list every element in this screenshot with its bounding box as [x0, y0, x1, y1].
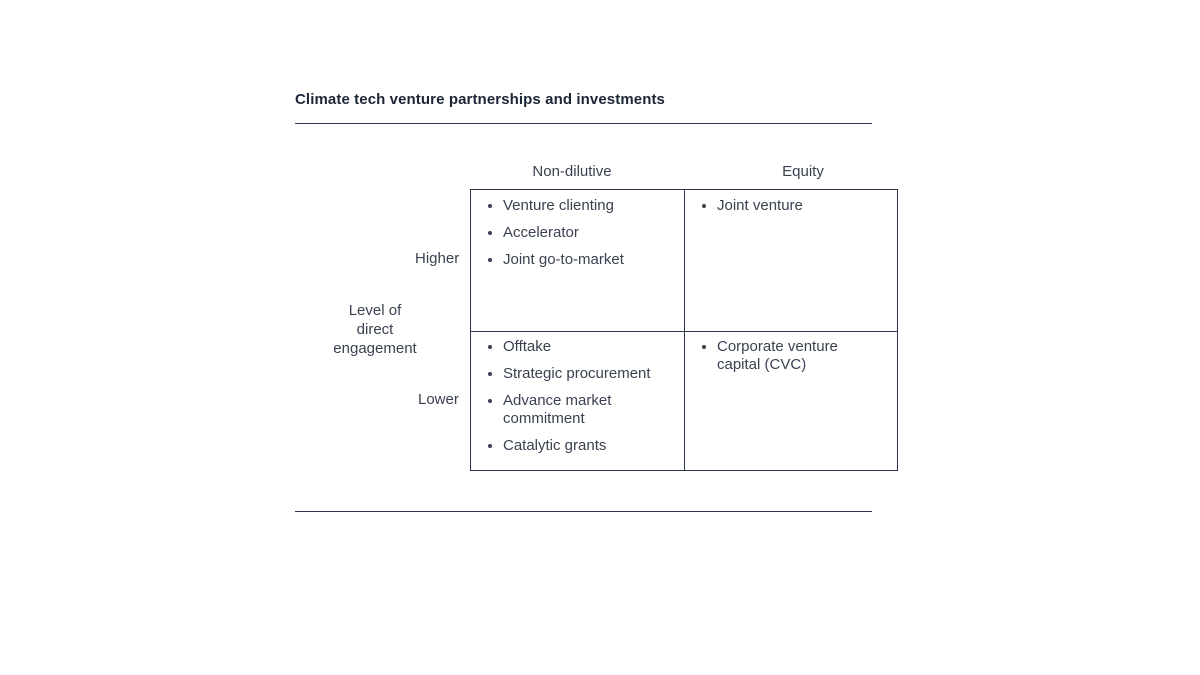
matrix-horizontal-divider — [470, 331, 898, 332]
cell-lower-non-dilutive — [485, 338, 681, 464]
top-rule — [295, 123, 872, 124]
list-item: Joint venture — [699, 197, 895, 215]
y-axis-label-line: Level of — [348, 302, 402, 319]
list-item: Strategic procurement — [485, 365, 681, 383]
row-label-higher: Higher — [415, 250, 460, 267]
cell-lower-equity — [699, 338, 849, 383]
matrix-vertical-divider — [684, 189, 685, 471]
y-axis-label-line: direct — [356, 321, 394, 338]
list-item: Offtake — [485, 338, 681, 356]
row-label-lower: Lower — [418, 391, 459, 408]
list-item: Catalytic grants — [485, 437, 681, 455]
diagram-title: Climate tech venture partnerships and investments — [295, 91, 666, 108]
bottom-rule — [295, 511, 872, 512]
list-item: Venture clienting — [485, 197, 681, 215]
y-axis-label-line: engagement — [333, 340, 417, 357]
cell-higher-equity — [699, 197, 895, 224]
y-axis-label — [330, 301, 420, 358]
list-item: Advance market commitment — [485, 392, 618, 428]
list-item: Joint go-to-market — [485, 251, 681, 269]
cell-higher-non-dilutive — [485, 197, 681, 278]
list-item: Corporate venture capital (CVC) — [699, 338, 849, 374]
list-item: Accelerator — [485, 224, 681, 242]
column-header-non-dilutive: Non-dilutive — [532, 163, 612, 180]
column-header-equity: Equity — [782, 163, 824, 180]
